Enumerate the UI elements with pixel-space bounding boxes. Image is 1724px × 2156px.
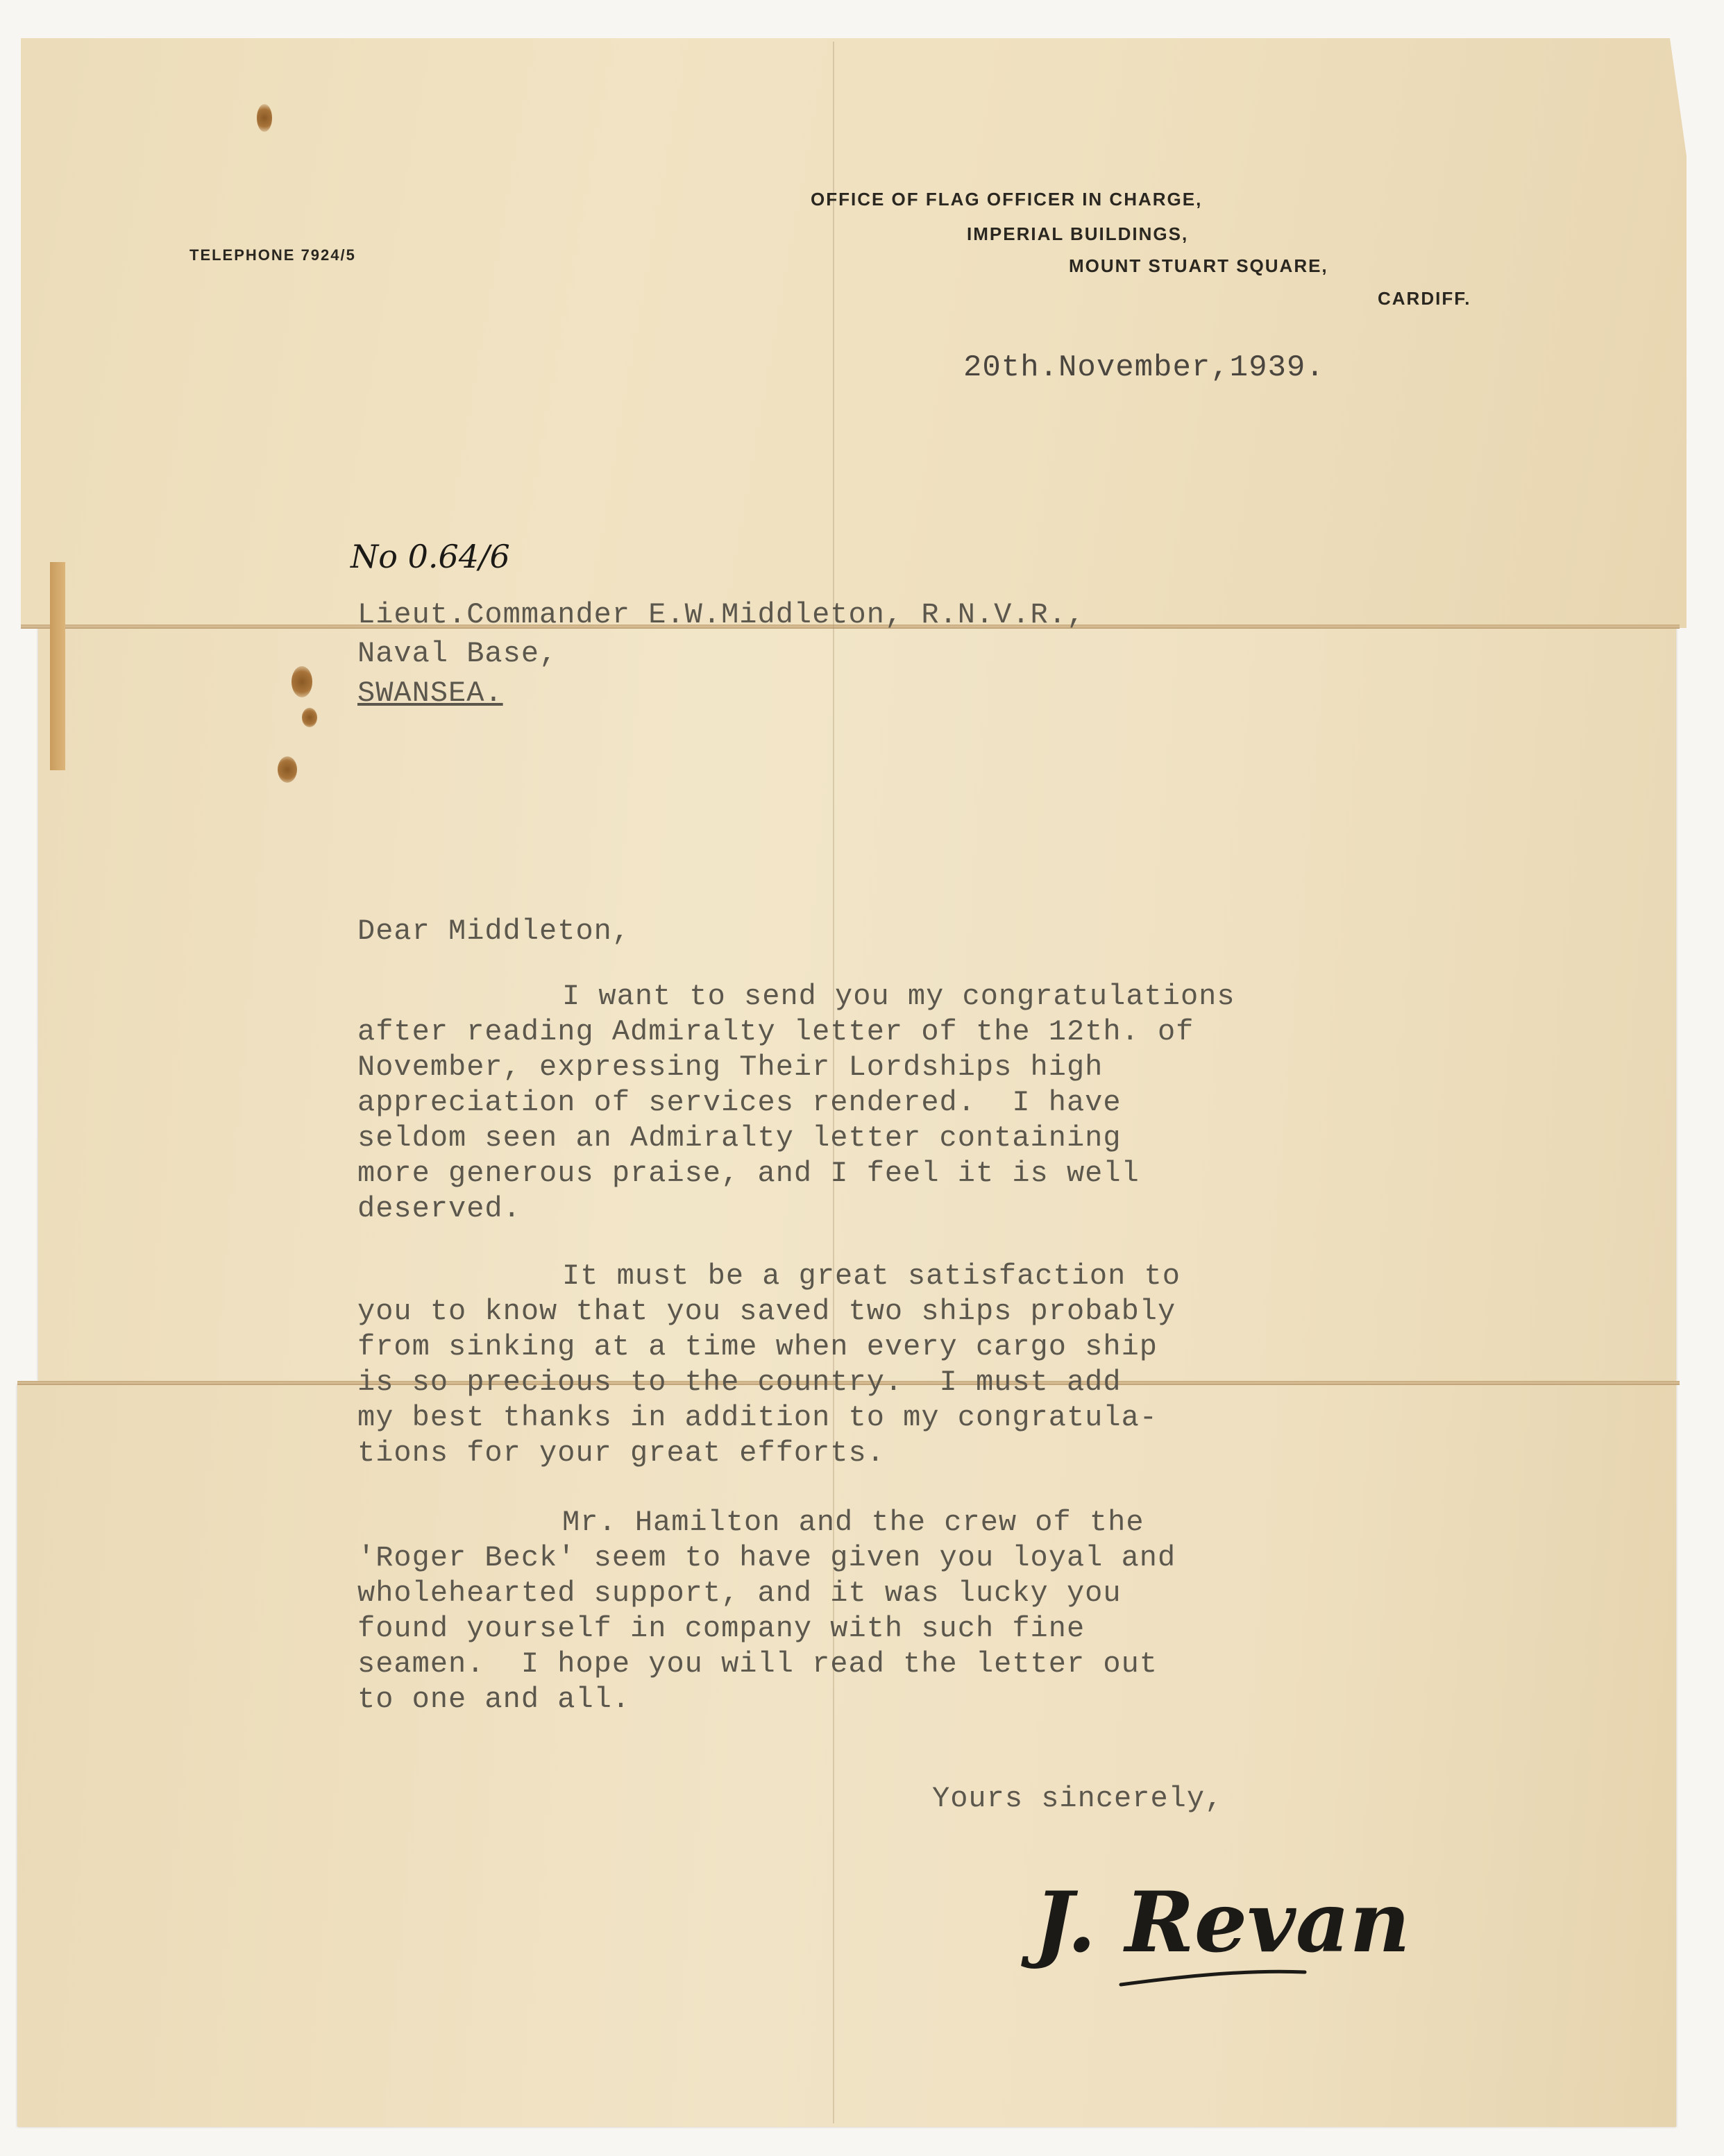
body-line: Mr. Hamilton and the crew of the <box>562 1506 1144 1539</box>
body-line: deserved. <box>357 1192 521 1225</box>
body-line: It must be a great satisfaction to <box>562 1259 1181 1293</box>
rust-stain <box>278 756 297 783</box>
rust-stain <box>257 104 272 132</box>
body-line: seldom seen an Admiralty letter containing <box>357 1121 1122 1155</box>
paper-bottom-panel <box>17 1384 1676 2127</box>
body-line: November, expressing Their Lordships high <box>357 1051 1104 1084</box>
body-line: more generous praise, and I feel it is well <box>357 1157 1140 1190</box>
body-line: after reading Admiralty letter of the 12th. of <box>357 1015 1194 1049</box>
body-line: I want to send you my congratulations <box>562 980 1235 1013</box>
recipient-line-base: Naval Base, <box>357 637 558 670</box>
body-line: is so precious to the country. I must add <box>357 1366 1122 1399</box>
body-line: tions for your great efforts. <box>357 1436 885 1470</box>
body-line: wholehearted support, and it was lucky you <box>357 1577 1122 1610</box>
body-line: 'Roger Beck' seem to have given you loyal and <box>357 1541 1176 1574</box>
body-line: to one and all. <box>357 1683 631 1716</box>
rust-stain <box>291 666 312 697</box>
body-line: my best thanks in addition to my congratula- <box>357 1401 1158 1434</box>
body-line: found yourself in company with such fine <box>357 1612 1085 1645</box>
recipient-line-town: SWANSEA. <box>357 677 503 710</box>
letterhead-line-building: IMPERIAL BUILDINGS, <box>967 223 1189 244</box>
reference-number: No 0.64/6 <box>350 538 510 575</box>
signature-underline <box>1117 1957 1312 1992</box>
salutation: Dear Middleton, <box>357 915 631 948</box>
rust-stain <box>302 708 317 727</box>
letterhead-line-square: MOUNT STUART SQUARE, <box>1069 255 1328 276</box>
tape-remnant <box>50 562 65 770</box>
closing: Yours sincerely, <box>932 1782 1224 1815</box>
letter-date: 20th.November,1939. <box>963 350 1325 385</box>
body-line: appreciation of services rendered. I have <box>357 1086 1122 1119</box>
paper-top-panel <box>21 38 1687 628</box>
telephone-line: TELEPHONE 7924/5 <box>189 246 356 264</box>
letterhead-line-office: OFFICE OF FLAG OFFICER IN CHARGE, <box>811 189 1203 210</box>
letterhead-line-city: CARDIFF. <box>1378 288 1471 309</box>
signature: J. Revan <box>1034 1874 1410 1971</box>
body-line: from sinking at a time when every cargo ship <box>357 1330 1158 1364</box>
body-line: seamen. I hope you will read the letter out <box>357 1647 1158 1681</box>
recipient-line-name: Lieut.Commander E.W.Middleton, R.N.V.R., <box>357 598 1085 631</box>
body-line: you to know that you saved two ships probably <box>357 1295 1176 1328</box>
